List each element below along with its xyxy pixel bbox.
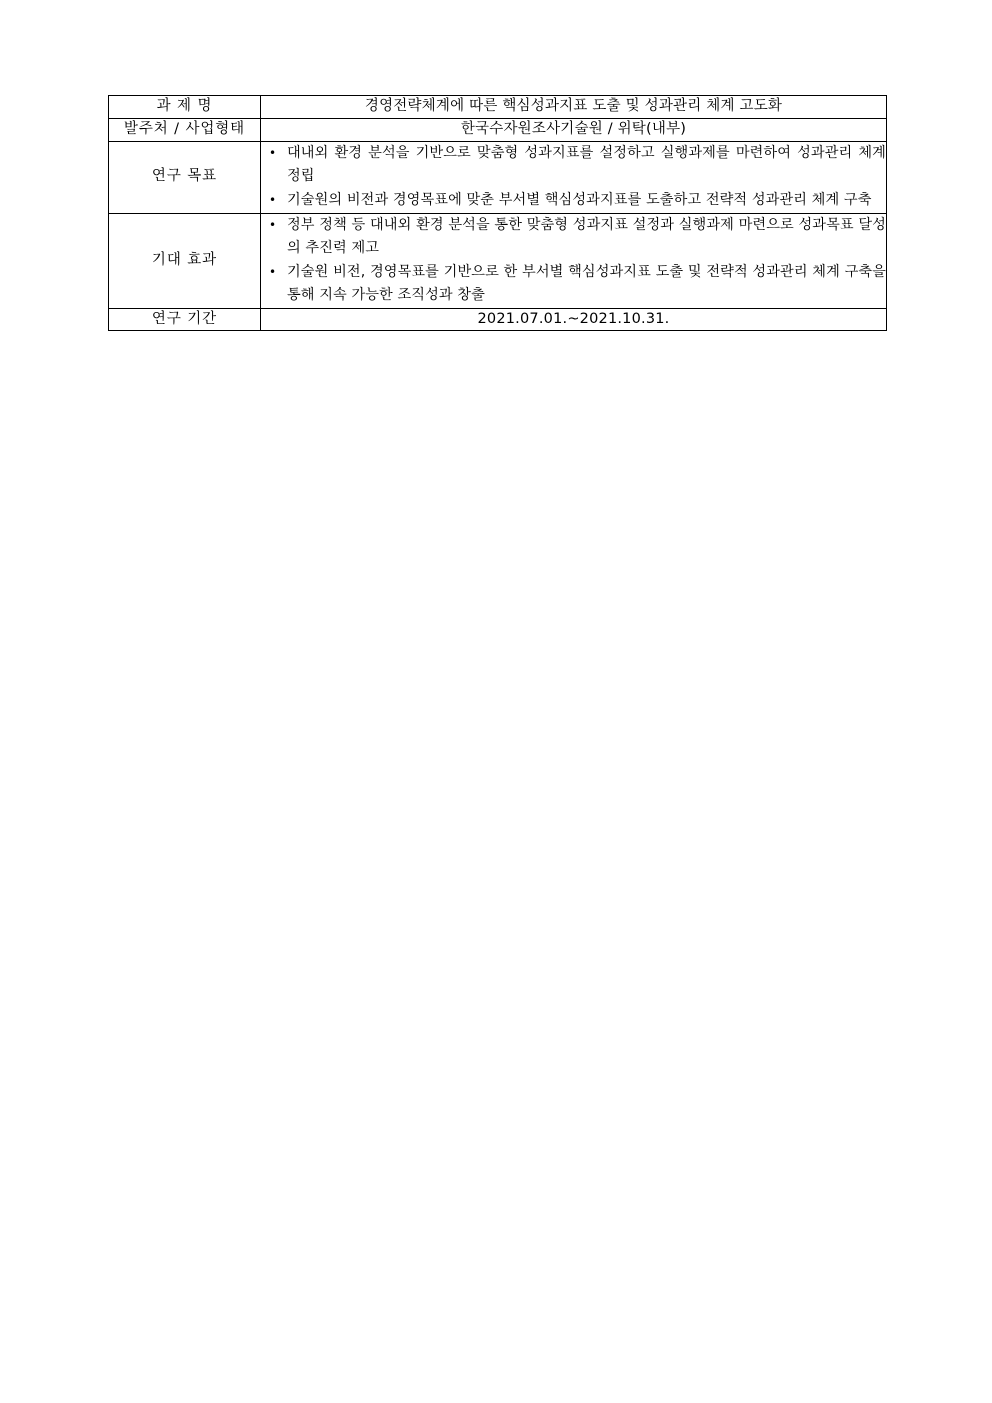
row-label-research-period: 연구 기간 [109, 308, 261, 331]
table-row [109, 96, 887, 119]
row-value-research-goal [261, 141, 887, 213]
list-item: • 기술원의 비전과 경영목표에 맞춘 부서별 핵심성과지표를 도출하고 전략적 성과관리 체계 구축 [261, 189, 886, 212]
expected-effect-list [261, 214, 886, 307]
table-row [109, 308, 887, 331]
list-item: • 기술원 비전, 경영목표를 기반으로 한 부서별 핵심성과지표 도출 및 전략적 성과관리 체계 구축을 통해 지속 가능한 조직성과 창출 [261, 261, 886, 307]
list-item: • 대내외 환경 분석을 기반으로 맞춤형 성과지표를 설정하고 실행과제를 마련하여 성과관리 체계 정립 [261, 142, 886, 188]
row-label-client-and-type: 발주처 / 사업형태 [109, 118, 261, 141]
research-project-summary-table [108, 95, 887, 331]
row-label-expected-effect: 기대 효과 [109, 213, 261, 308]
row-label-project-name: 과 제 명 [109, 96, 261, 119]
row-label-research-goal: 연구 목표 [109, 141, 261, 213]
row-value-research-period: 2021.07.01.~2021.10.31. [261, 308, 887, 331]
table-row [109, 118, 887, 141]
list-item: • 정부 정책 등 대내외 환경 분석을 통한 맞춤형 성과지표 설정과 실행과제 마련으로 성과목표 달성의 추진력 제고 [261, 214, 886, 260]
row-value-expected-effect [261, 213, 887, 308]
row-value-project-name: 경영전략체계에 따른 핵심성과지표 도출 및 성과관리 체계 고도화 [261, 96, 887, 119]
row-value-client-and-type: 한국수자원조사기술원 / 위탁(내부) [261, 118, 887, 141]
table-row [109, 213, 887, 308]
research-goal-list [261, 142, 886, 212]
table-row [109, 141, 887, 213]
